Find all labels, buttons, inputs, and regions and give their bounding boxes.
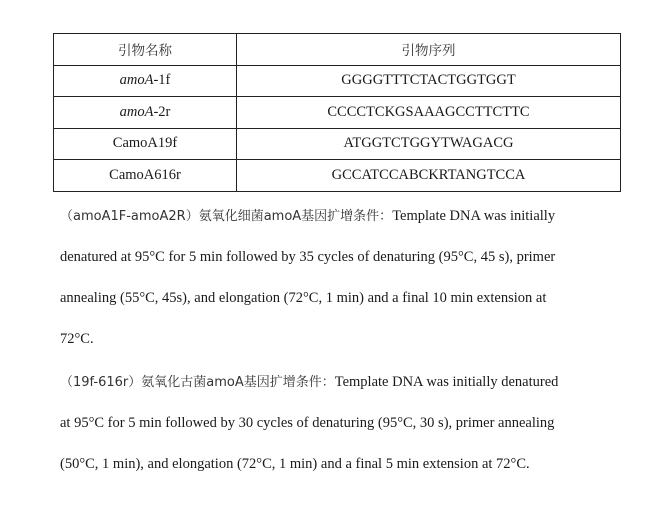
- table-row: [54, 160, 621, 192]
- table-row: [54, 128, 621, 160]
- paragraph-line: [60, 362, 640, 403]
- primer-sequence-cell: ATGGTCTGGYTWAGACG: [237, 128, 621, 160]
- primer-table: [53, 33, 621, 192]
- paragraph-line: (50°C, 1 min), and elongation (72°C, 1 min) and a final 5 min extension at 72°C.: [60, 456, 530, 472]
- primer-name-suffix: -1f: [153, 72, 171, 89]
- paragraph-line: [60, 196, 640, 237]
- header-primer-sequence: 引物序列: [237, 34, 621, 66]
- primer-name-cell: [54, 65, 237, 97]
- primer-sequence-cell: GGGGTTTCTACTGGTGGT: [237, 65, 621, 97]
- primer-name-suffix: CamoA19f: [112, 135, 178, 152]
- paragraph-line: annealing (55°C, 45s), and elongation (72°C, 1 min) and a final 10 min extension at: [60, 290, 547, 306]
- bacteria-amplification-paragraph: [60, 196, 640, 360]
- primer-name-italic: amoA: [119, 103, 154, 120]
- archaea-amplification-paragraph: [60, 362, 640, 485]
- condition-text: Template DNA was initially denatured: [334, 374, 559, 390]
- paragraph-line: at 95°C for 5 min followed by 30 cycles of denaturing (95°C, 30 s), primer annealing: [60, 415, 555, 431]
- primer-name-suffix: -2r: [153, 103, 171, 120]
- primer-sequence-cell: CCCCTCKGSAAAGCCTTCTTC: [237, 97, 621, 129]
- table-header-row: [54, 34, 621, 66]
- condition-label: （amoA1F-amoA2R）氨氧化细菌amoA基因扩增条件：: [60, 209, 393, 224]
- primer-sequence-cell: GCCATCCABCKRTANGTCCA: [237, 160, 621, 192]
- condition-label: （19f-616r）氨氧化古菌amoA基因扩增条件：: [60, 375, 335, 390]
- primer-name-cell: [54, 128, 237, 160]
- table-row: [54, 65, 621, 97]
- primer-name-suffix: CamoA616r: [109, 166, 181, 183]
- header-primer-name: 引物名称: [54, 34, 237, 66]
- paragraph-line: denatured at 95°C for 5 min followed by 35 cycles of denaturing (95°C, 45 s), primer: [60, 249, 556, 265]
- table-row: [54, 97, 621, 129]
- primer-name-italic: amoA: [119, 72, 154, 89]
- primer-name-cell: [54, 97, 237, 129]
- condition-text: Template DNA was initially: [392, 208, 556, 224]
- paragraph-line: 72°C.: [60, 331, 94, 347]
- primer-name-cell: [54, 160, 237, 192]
